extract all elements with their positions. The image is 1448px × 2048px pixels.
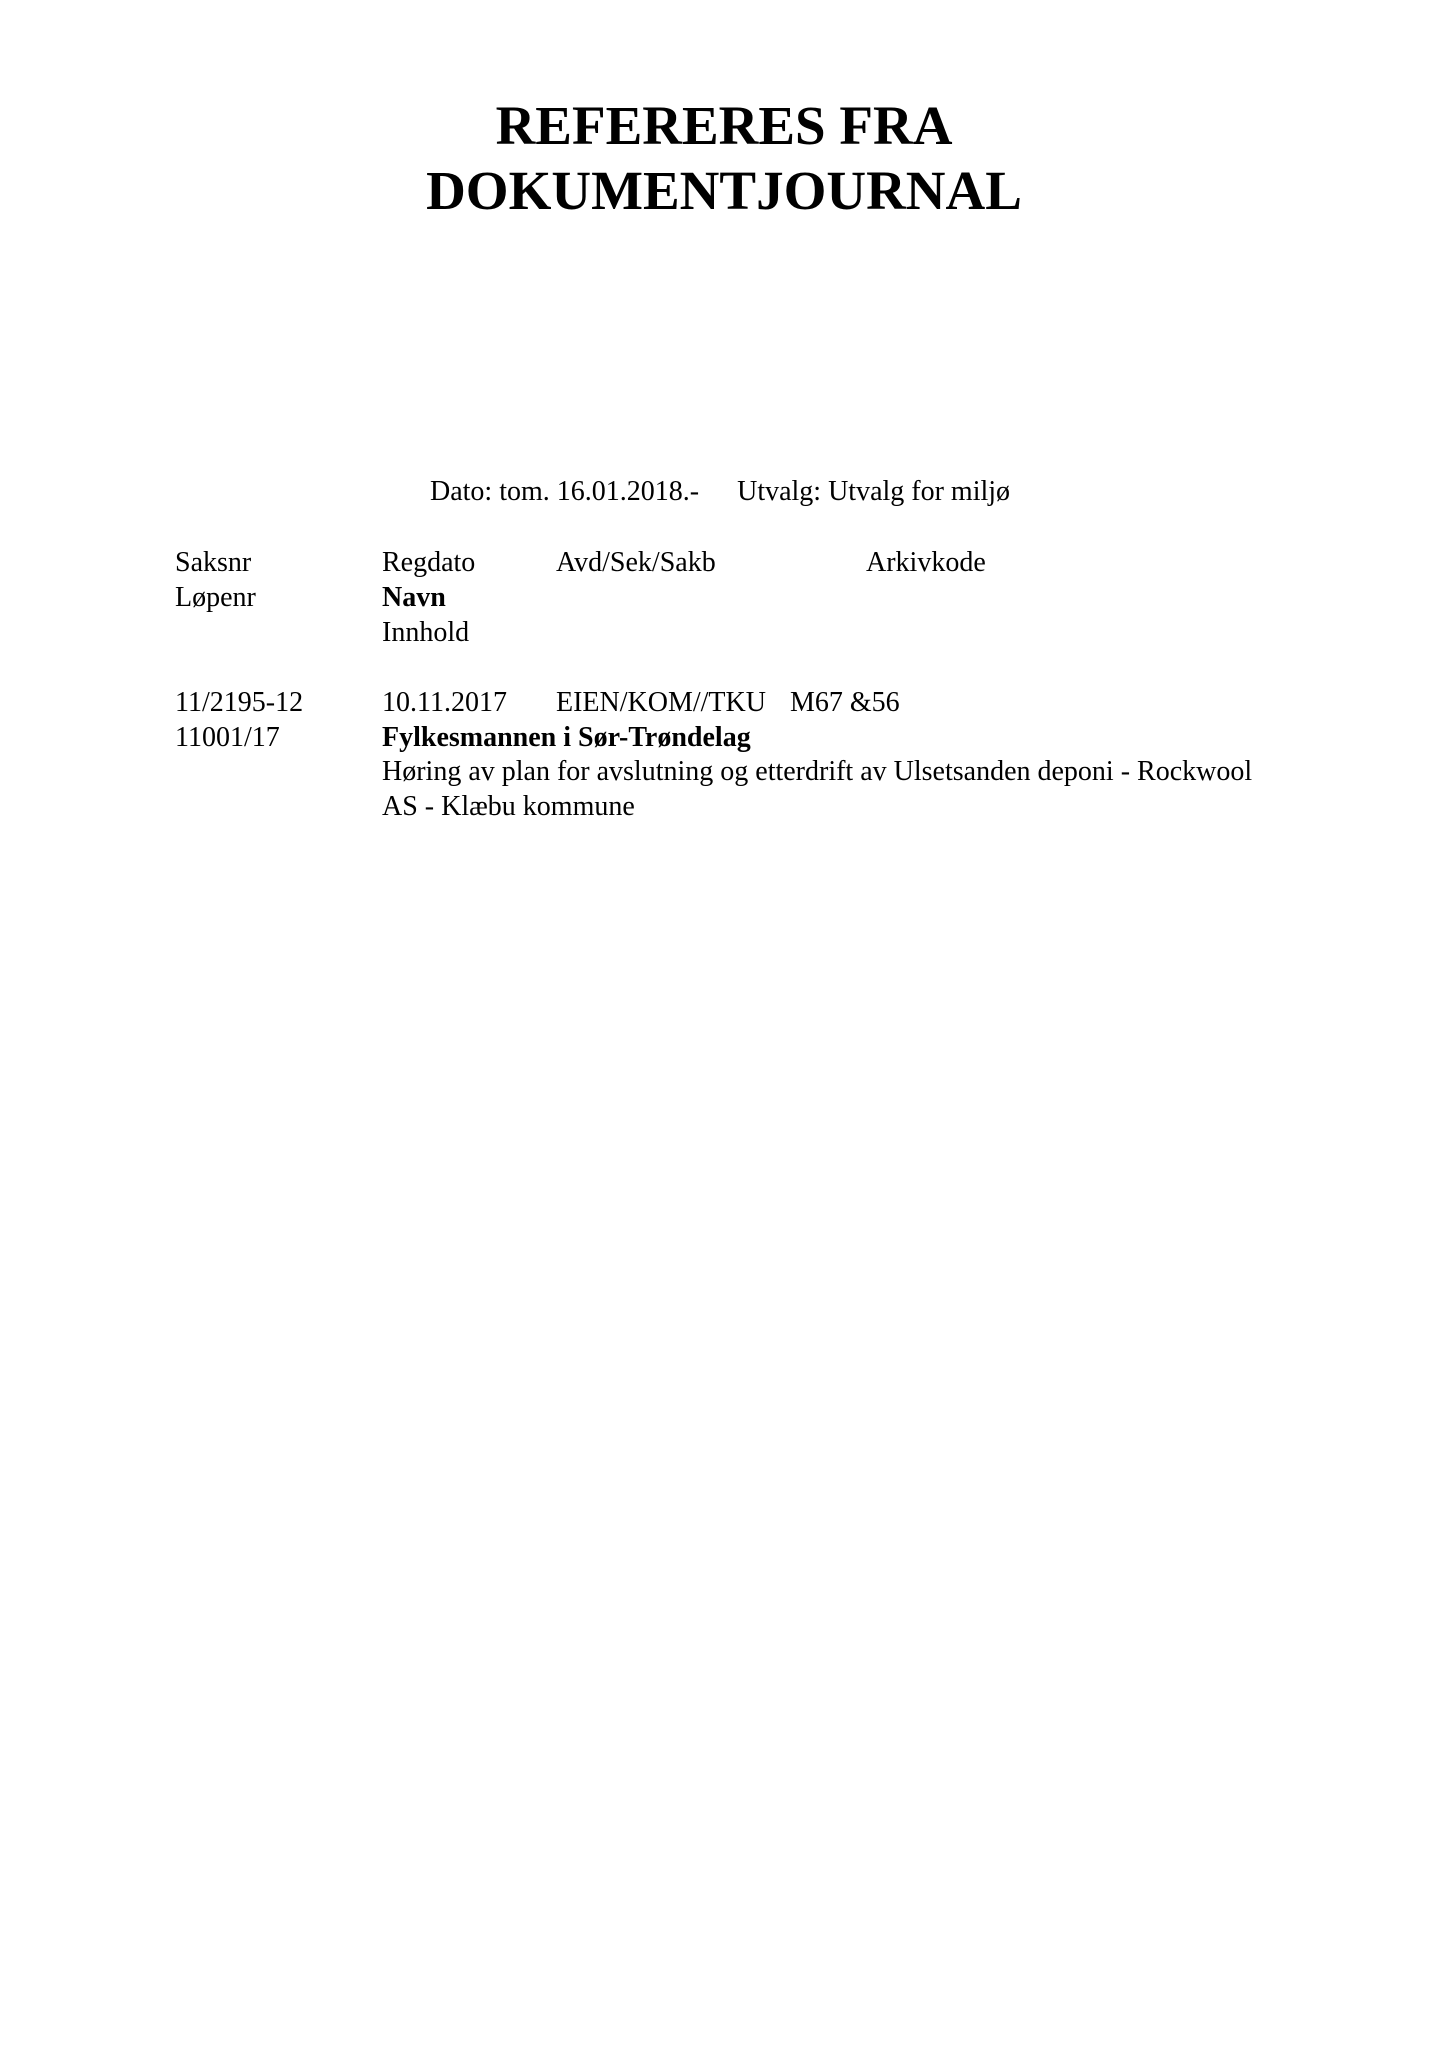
header-arkivkode: Arkivkode	[866, 547, 986, 578]
entry-innhold-line1: Høring av plan for avslutning og etterdrift av Ulsetsanden deponi - Rockwool	[382, 756, 1253, 787]
header-saksnr: Saksnr	[175, 547, 252, 578]
entry-arkivkode: M67 &56	[790, 687, 900, 718]
header-navn: Navn	[382, 582, 446, 613]
meta-dato: Dato: tom. 16.01.2018.-	[430, 476, 700, 507]
meta-line	[430, 474, 1010, 510]
entry-regdato: 10.11.2017	[382, 687, 507, 718]
document-title-line1: REFERERES FRA	[495, 95, 953, 156]
entry-lopenr: 11001/17	[175, 722, 280, 753]
entry-avd-sek-sakb: EIEN/KOM//TKU	[556, 687, 766, 718]
header-regdato: Regdato	[382, 547, 476, 578]
entry-innhold-line2: AS - Klæbu kommune	[382, 791, 635, 822]
entry-saksnr: 11/2195-12	[175, 687, 304, 718]
header-avd-sek-sakb: Avd/Sek/Sakb	[556, 547, 716, 578]
document-title-line2: DOKUMENTJOURNAL	[426, 160, 1022, 221]
entry-navn: Fylkesmannen i Sør-Trøndelag	[382, 722, 751, 753]
meta-utvalg: Utvalg: Utvalg for miljø	[737, 476, 1011, 507]
header-lopenr: Løpenr	[175, 582, 256, 613]
header-innhold: Innhold	[382, 617, 470, 648]
